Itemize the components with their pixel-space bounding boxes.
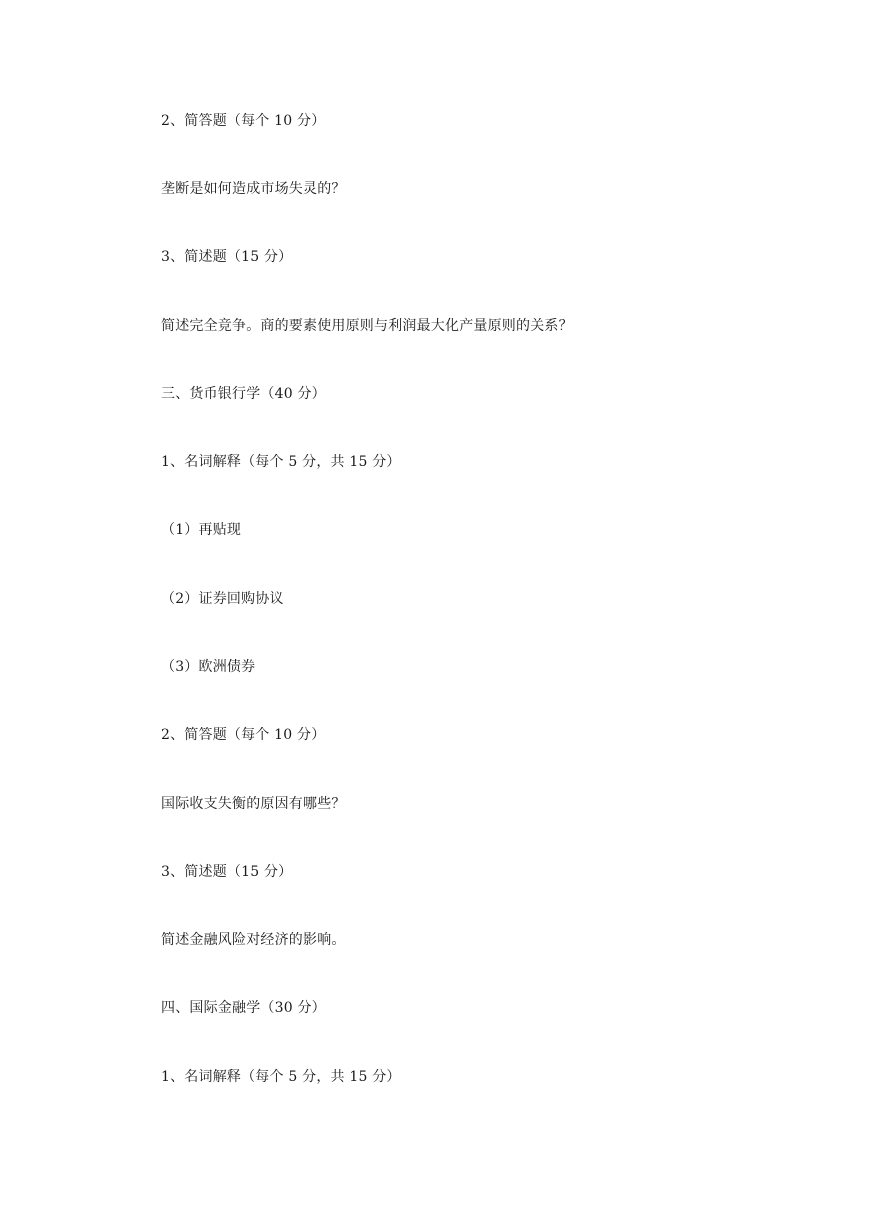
section-2-short-answer-heading-banking: 2、简答题（每个 10 分） — [161, 727, 326, 743]
term-item-eurobond: （3）欧洲债券 — [161, 659, 256, 675]
section-1-term-definitions-heading-intl: 1、名词解释（每个 5 分，共 15 分） — [161, 1069, 401, 1085]
financial-risk-essay-question: 简述金融风险对经济的影响。 — [161, 932, 346, 948]
balance-of-payments-question: 国际收支失衡的原因有哪些？ — [161, 796, 346, 812]
section-3-essay-heading-banking: 3、简述题（15 分） — [161, 864, 293, 880]
part-4-international-finance-heading: 四、国际金融学（30 分） — [161, 1000, 326, 1016]
section-3-essay-heading: 3、简述题（15 分） — [161, 249, 293, 265]
section-1-term-definitions-heading: 1、名词解释（每个 5 分，共 15 分） — [161, 454, 401, 470]
monopoly-market-failure-question: 垄断是如何造成市场失灵的？ — [161, 181, 346, 197]
perfect-competition-essay-question: 简述完全竞争。商的要素使用原则与利润最大化产量原则的关系？ — [161, 318, 573, 334]
term-item-rediscount: （1）再贴现 — [161, 522, 242, 538]
part-3-money-banking-heading: 三、货币银行学（40 分） — [161, 386, 326, 402]
section-2-short-answer-heading: 2、简答题（每个 10 分） — [161, 113, 326, 129]
term-item-repurchase-agreement: （2）证券回购协议 — [161, 591, 284, 607]
